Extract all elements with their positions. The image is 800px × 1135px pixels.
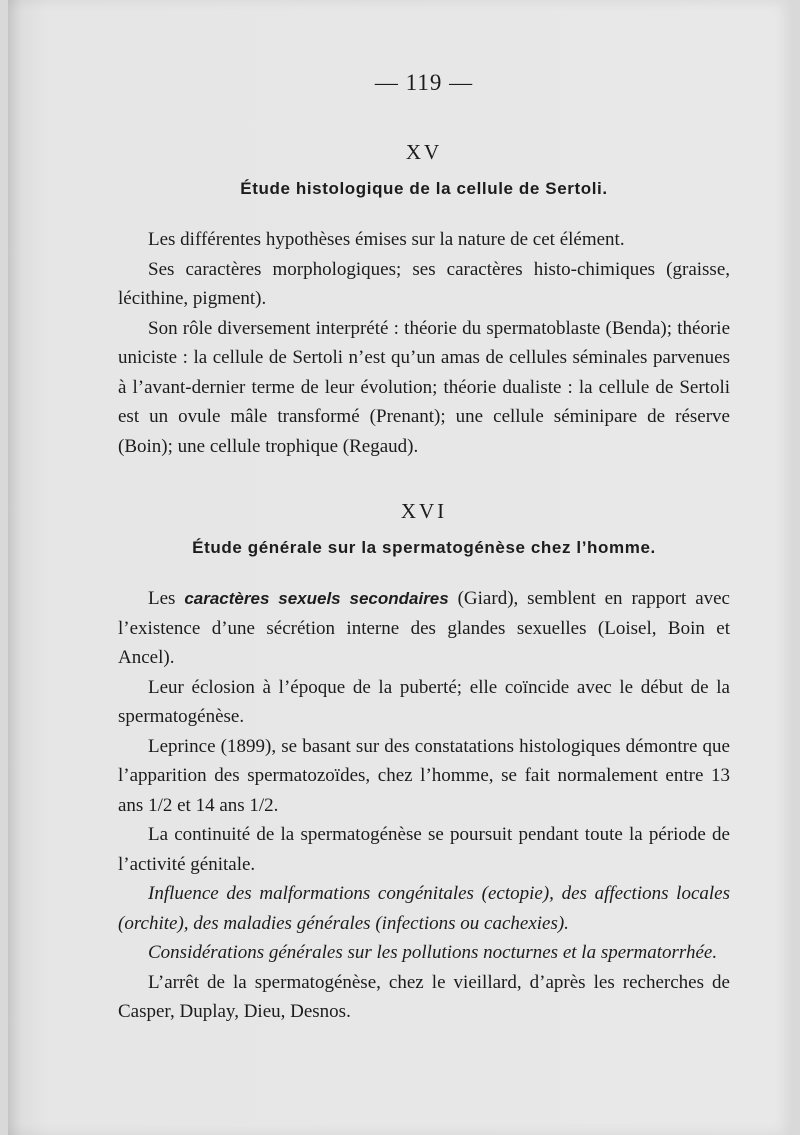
paragraph: L’arrêt de la spermatogénèse, chez le vieillard, d’après les recherches de Casper, Duplay, Dieu, Desnos. xyxy=(118,971,730,1022)
section-spacer xyxy=(118,461,730,499)
emphasized-term: caractères sexuels secondaires xyxy=(184,589,449,608)
section-title: Étude histologique de la cellule de Sertoli. xyxy=(240,179,608,198)
page-number: — 119 — xyxy=(374,70,474,95)
paragraph: Ses caractères morphologiques; ses caractères histo-chimiques (graisse, lécithine, pigment). xyxy=(118,258,730,309)
text-run: (Giard), semblent en rapport avec l’existence d’une sécrétion interne des glandes sexuelles (Loisel, Boin et Ancel). xyxy=(118,588,730,668)
section-xvi xyxy=(118,499,730,1027)
paragraph xyxy=(118,584,730,673)
book-page xyxy=(8,0,792,1135)
section-numeral: XVI xyxy=(400,499,448,523)
section-numeral: XV xyxy=(405,140,443,164)
text-run: Les xyxy=(148,588,185,609)
section-xv xyxy=(118,140,730,461)
paragraph: Leprince (1899), se basant sur des constatations histologiques démontre que l’apparition des spermatozoïdes, chez l’homme, se fait normalement entre 13 ans 1/2 et 14 ans 1/2. xyxy=(118,735,730,816)
paragraph: Leur éclosion à l’époque de la puberté; elle coïncide avec le début de la spermatogénèse. xyxy=(118,676,730,727)
section-title: Étude générale sur la spermatogénèse chez l’homme. xyxy=(192,538,656,557)
paragraph: Les différentes hypothèses émises sur la nature de cet élément. xyxy=(148,229,625,250)
paragraph: La continuité de la spermatogénèse se poursuit pendant toute la période de l’activité génitale. xyxy=(118,824,730,875)
paragraph: Son rôle diversement interprété : théorie du spermatoblaste (Benda); théorie uniciste : la cellule de Sertoli n’est qu’un amas de cellules séminales parvenues à l’avant-dernier terme de leur évolution; théorie dualiste : la cellule de Sertoli est un ovule mâle transformé (Prenant); une cellule séminipare de réserve (Boin); une cellule trophique (Regaud). xyxy=(118,317,730,457)
page-content xyxy=(118,70,730,1027)
paragraph-italic: Considérations générales sur les pollutions nocturnes et la spermatorrhée. xyxy=(148,942,718,963)
paragraph-italic: Influence des malformations congénitales (ectopie), des affections locales (orchite), des maladies générales (infections ou cachexies). xyxy=(118,883,730,934)
